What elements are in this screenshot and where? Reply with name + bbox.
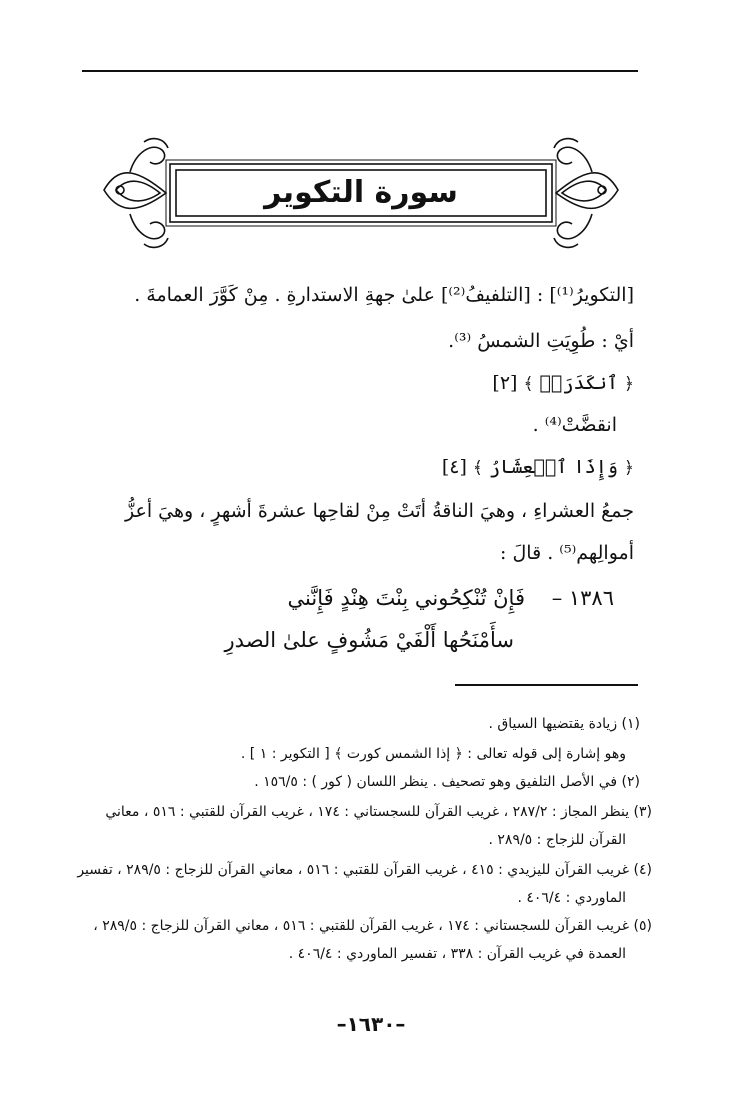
poem-line-2: سأَمْنَحُها أَلْفَيْ مَشُوفٍ علىٰ الصدرِ xyxy=(224,628,514,652)
body-line-6: جمعُ العشراءِ ، وهيَ الناقةُ أتَتْ مِنْ لقاحِها عشرةَ أشهرٍ ، وهيَ أعزُّ xyxy=(125,500,634,522)
poem-line-1 xyxy=(288,586,614,610)
footnote-3: (٣) ينظر المجاز : ٢٨٧/٢ ، غريب القرآن للسجستاني : ١٧٤ ، غريب القرآن للقتبي : ٥١٦ ، معاني xyxy=(105,804,652,820)
verse-4-number: [٤] xyxy=(441,456,467,478)
quran-bracket-close: ﴾ xyxy=(472,458,483,478)
poem-hemistich-1: فَإِنْ تُنْكِحُوني بِنْتَ هِنْدٍ فَإِنَّني xyxy=(287,586,525,610)
page-number-value: ١٦٣٠ xyxy=(346,1012,396,1036)
poem-number: ١٣٨٦ – xyxy=(551,586,614,610)
quran-bracket-open: ﴿ xyxy=(624,458,634,478)
body-line-2: أيْ : طُوِيَتِ الشمسُ ⁽³⁾. xyxy=(448,330,634,352)
footnote-3-continuation: القرآن للزجاج : ٢٨٩/٥ . xyxy=(488,832,626,848)
footnote-4: (٤) غريب القرآن لليزيدي : ٤١٥ ، غريب القرآن للقتبي : ٥١٦ ، معاني القرآن للزجاج : ٢٨٩/٥ ، تفسير xyxy=(77,862,652,878)
surah-title: سورة التكوير xyxy=(264,174,458,210)
footnote-separator xyxy=(455,684,638,686)
verse-4-line xyxy=(442,456,634,478)
page-number: –١٦٣٠– xyxy=(336,1012,406,1036)
footnote-2: (٢) في الأصل التلفيق وهو تصحيف . ينظر اللسان ( كور ) : ١٥٦/٥ . xyxy=(254,774,640,790)
footnote-1-continuation: وهو إشارة إلى قوله تعالى : ﴿ إذا الشمس كورت ﴾ [ التكوير : ١ ] . xyxy=(240,746,626,762)
footnote-5: (٥) غريب القرآن للسجستاني : ١٧٤ ، غريب القرآن للقتبي : ٥١٦ ، معاني القرآن للزجاج : ٢٨٩/٥ ، xyxy=(93,918,652,934)
verse-2-line xyxy=(492,372,634,394)
footnote-5-continuation: العمدة في غريب القرآن : ٣٣٨ ، تفسير الماوردي : ٤٠٦/٤ . xyxy=(288,946,626,962)
verse-2-number: [٢] xyxy=(492,372,518,394)
body-line-4: انقضَّتْ⁽⁴⁾ . xyxy=(532,414,617,436)
footnote-1: (١) زيادة يقتضيها السياق . xyxy=(488,716,640,732)
quran-bracket-open: ﴿ xyxy=(624,374,634,394)
body-line-1: [التكويرُ⁽¹⁾] : [التلفيفُ⁽²⁾] علىٰ جهةِ الاستدارةِ . مِنْ كَوَّرَ العمامةَ . xyxy=(134,284,634,306)
verse-4-text: وَإِذَا ٱلۡعِشَارُ xyxy=(488,456,618,478)
verse-2-text: ٱنكَدَرَتۡ xyxy=(539,372,618,394)
top-rule xyxy=(82,70,638,72)
body-line-7: أموالِهم⁽⁵⁾ . قالَ : xyxy=(500,542,634,564)
footnote-4-continuation: الماوردي : ٤٠٦/٤ . xyxy=(517,890,626,906)
quran-bracket-close: ﴾ xyxy=(523,374,534,394)
